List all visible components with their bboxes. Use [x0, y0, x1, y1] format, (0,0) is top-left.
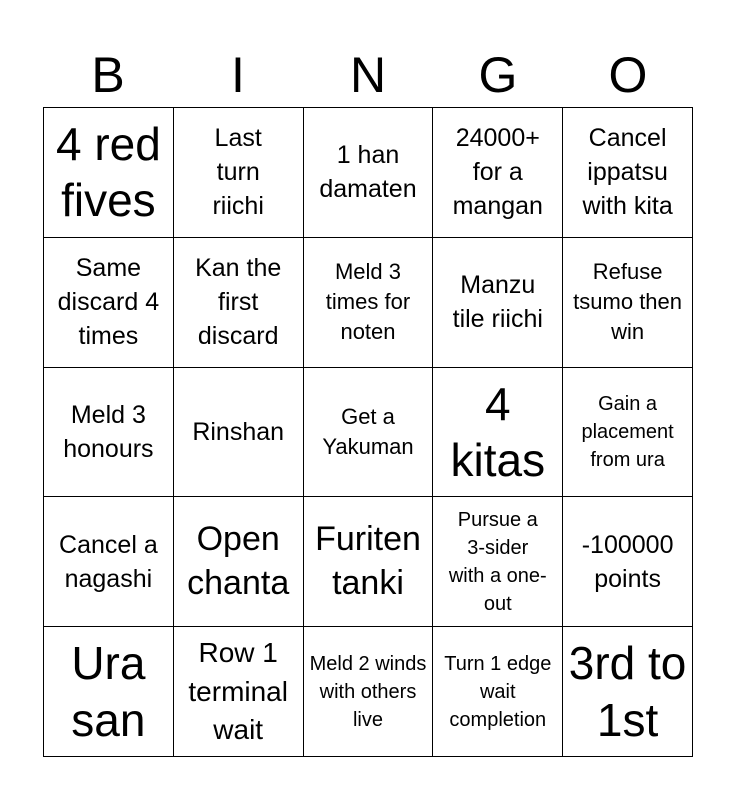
bingo-cell[interactable] [174, 368, 304, 498]
bingo-cell[interactable] [563, 368, 693, 498]
cell-text: Meld 3 honours [63, 400, 154, 463]
bingo-cell[interactable] [433, 497, 563, 627]
bingo-cell[interactable] [174, 497, 304, 627]
bingo-cell[interactable] [174, 238, 304, 368]
bingo-card [43, 107, 693, 757]
bingo-cell[interactable] [44, 368, 174, 498]
cell-text: Cancel ippatsu with kita [582, 124, 673, 221]
header-letter-g: G [478, 47, 518, 103]
header-letter-n: N [349, 47, 387, 103]
cell-text: Meld 3 times for noten [325, 259, 411, 345]
bingo-cell[interactable] [174, 627, 304, 757]
cell-text: 4 kitas [450, 377, 546, 486]
cell-text: Furiten tanki [315, 520, 421, 602]
bingo-cell[interactable] [563, 108, 693, 238]
bingo-cell[interactable] [433, 627, 563, 757]
bingo-cell[interactable] [44, 108, 174, 238]
cell-text: Ura san [71, 637, 146, 746]
cell-text: Same discard 4 times [57, 254, 160, 351]
cell-text: Kan the first discard [195, 254, 282, 351]
bingo-cell[interactable] [433, 238, 563, 368]
cell-text: Open chanta [187, 520, 290, 602]
cell-text: Manzu tile riichi [452, 271, 543, 334]
bingo-cell[interactable] [433, 368, 563, 498]
bingo-cell[interactable] [304, 368, 434, 498]
bingo-cell[interactable] [174, 108, 304, 238]
header-letter-i: I [231, 47, 245, 103]
header-letter-o: O [608, 47, 648, 103]
bingo-header [43, 44, 693, 106]
cell-text: Turn 1 edge wait completion [444, 652, 552, 731]
bingo-cell[interactable] [563, 627, 693, 757]
bingo-cell[interactable] [304, 627, 434, 757]
cell-text: -100000 points [581, 530, 674, 593]
bingo-cell[interactable] [563, 238, 693, 368]
cell-text: Last turn riichi [212, 124, 264, 221]
bingo-cell[interactable] [44, 627, 174, 757]
header-letter-b: B [91, 47, 125, 103]
cell-text: 4 red fives [55, 118, 161, 227]
cell-text: Get a Yakuman [322, 404, 414, 459]
cell-text: Meld 2 winds with others live [309, 652, 427, 731]
bingo-cell[interactable] [304, 108, 434, 238]
cell-text: 1 han damaten [319, 141, 417, 204]
cell-text: 24000+ for a mangan [452, 124, 543, 221]
cell-text: Refuse tsumo then win [573, 259, 683, 345]
cell-text: Cancel a nagashi [59, 530, 158, 593]
bingo-cell[interactable] [433, 108, 563, 238]
cell-text: 3rd to 1st [568, 637, 687, 746]
bingo-cell[interactable] [563, 497, 693, 627]
cell-text: Row 1 terminal wait [188, 637, 288, 745]
bingo-cell[interactable] [304, 238, 434, 368]
bingo-cell[interactable] [44, 497, 174, 627]
cell-text: Pursue a 3-sider with a one-out [448, 508, 547, 615]
bingo-cell[interactable] [304, 497, 434, 627]
bingo-cell[interactable] [44, 238, 174, 368]
cell-text: Rinshan [192, 417, 285, 446]
cell-text: Gain a placement from ura [581, 392, 674, 471]
